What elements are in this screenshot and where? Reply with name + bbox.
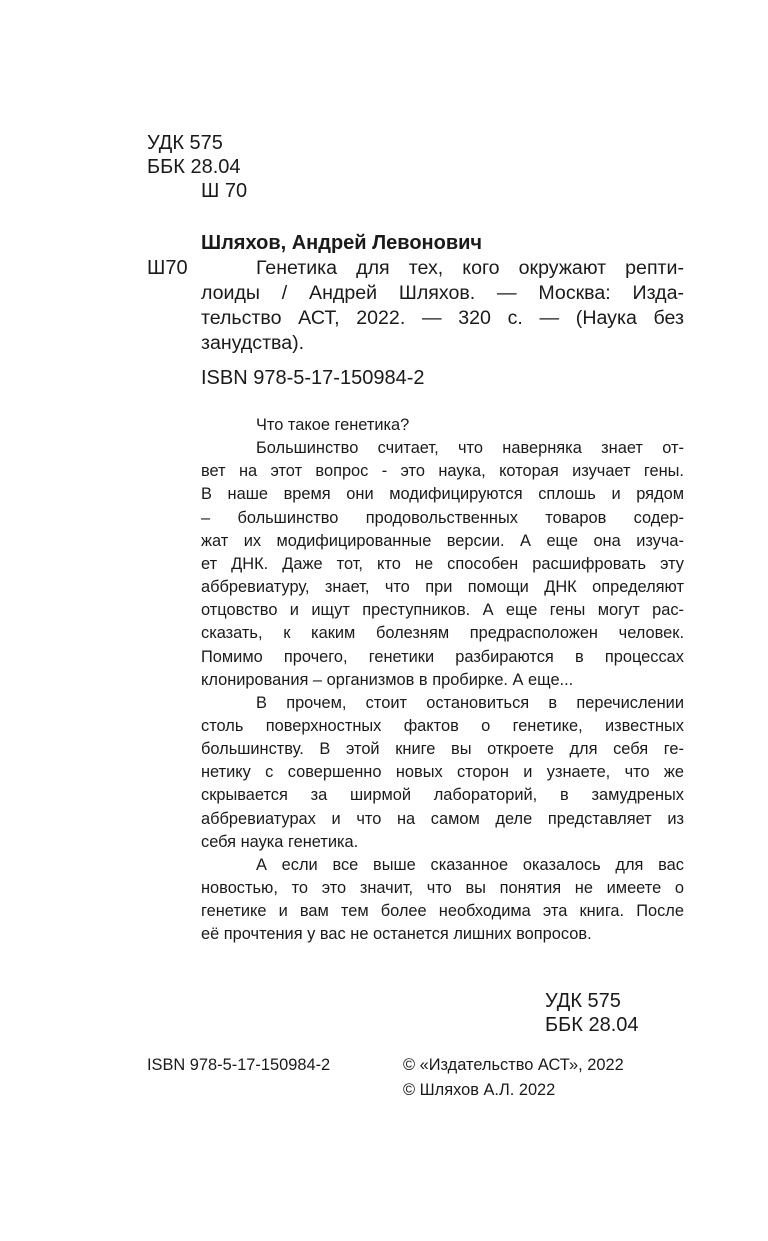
annotation-line: клонирования – организмов в пробирке. А еще... <box>201 670 574 689</box>
annotation-line: большинству. В этой книге вы откроете для себя ге- <box>201 740 684 759</box>
bbk-code: ББК 28.04 <box>147 156 241 178</box>
annotation-line: её прочтения у вас не останется лишних вопросов. <box>201 925 592 944</box>
footer-bbk: ББК 28.04 <box>545 1014 639 1036</box>
author-name: Шляхов, Андрей Левонович <box>201 232 483 254</box>
copyright-publisher: © «Издательство АСТ», 2022 <box>403 1056 624 1074</box>
annotation-line: – большинство продовольственных товаров содер- <box>201 508 684 527</box>
author-code: Ш70 <box>147 257 188 279</box>
annotation-line: вет на этот вопрос - это наука, которая изучает гены. <box>201 462 684 481</box>
udk-code: УДК 575 <box>147 132 223 154</box>
annotation-line: скрывается за ширмой лабораторий, в замудреных <box>201 786 684 805</box>
annotation-line: Большинство считает, что наверняка знает от- <box>256 439 684 458</box>
bib-line: Генетика для тех, кого окружают репти- <box>256 257 684 279</box>
annotation-line: А если все выше сказанное оказалось для вас <box>256 855 684 874</box>
annotation-heading: Что такое генетика? <box>256 416 410 434</box>
annotation-line: аббревиатурах и что на самом деле представляет из <box>201 809 684 828</box>
author-mark: Ш 70 <box>201 180 248 202</box>
annotation-line: В прочем, стоит остановиться в перечислении <box>256 693 684 712</box>
annotation-line: жат их модифицированные версии. А еще она изуча- <box>201 531 684 550</box>
annotation-line: В наше время они модифицируются сплошь и рядом <box>201 485 684 504</box>
annotation-line: генетике и вам тем более необходима эта книга. После <box>201 902 684 921</box>
annotation-line: аббревиатуру, знает, что при помощи ДНК определяют <box>201 578 684 597</box>
bib-line: лоиды / Андрей Шляхов. — Москва: Изда- <box>201 282 684 304</box>
annotation-line: Помимо прочего, генетики разбираются в процессах <box>201 647 684 666</box>
annotation-line: столь поверхностных фактов о генетике, известных <box>201 716 684 735</box>
annotation-line: сказать, к каким болезням предрасположен человек. <box>201 624 684 643</box>
bib-line: занудства). <box>201 332 305 354</box>
copyright-author: © Шляхов А.Л. 2022 <box>403 1081 556 1099</box>
annotation-line: нетику с совершенно новых сторон и узнаете, что же <box>201 763 684 782</box>
annotation-line: себя наука генетика. <box>201 832 359 851</box>
footer-udk: УДК 575 <box>545 990 621 1012</box>
annotation-line: отцовство и ищут преступников. А еще гены могут рас- <box>201 601 684 620</box>
bib-line: тельство АСТ, 2022. — 320 с. — (Наука без <box>201 307 684 329</box>
annotation-line: новостью, то это значит, что вы понятия не имеете о <box>201 879 684 897</box>
footer-isbn: ISBN 978-5-17-150984-2 <box>147 1056 331 1074</box>
annotation-line: ет ДНК. Даже тот, кто не способен расшифровать эту <box>201 554 684 573</box>
isbn: ISBN 978-5-17-150984-2 <box>201 367 425 389</box>
